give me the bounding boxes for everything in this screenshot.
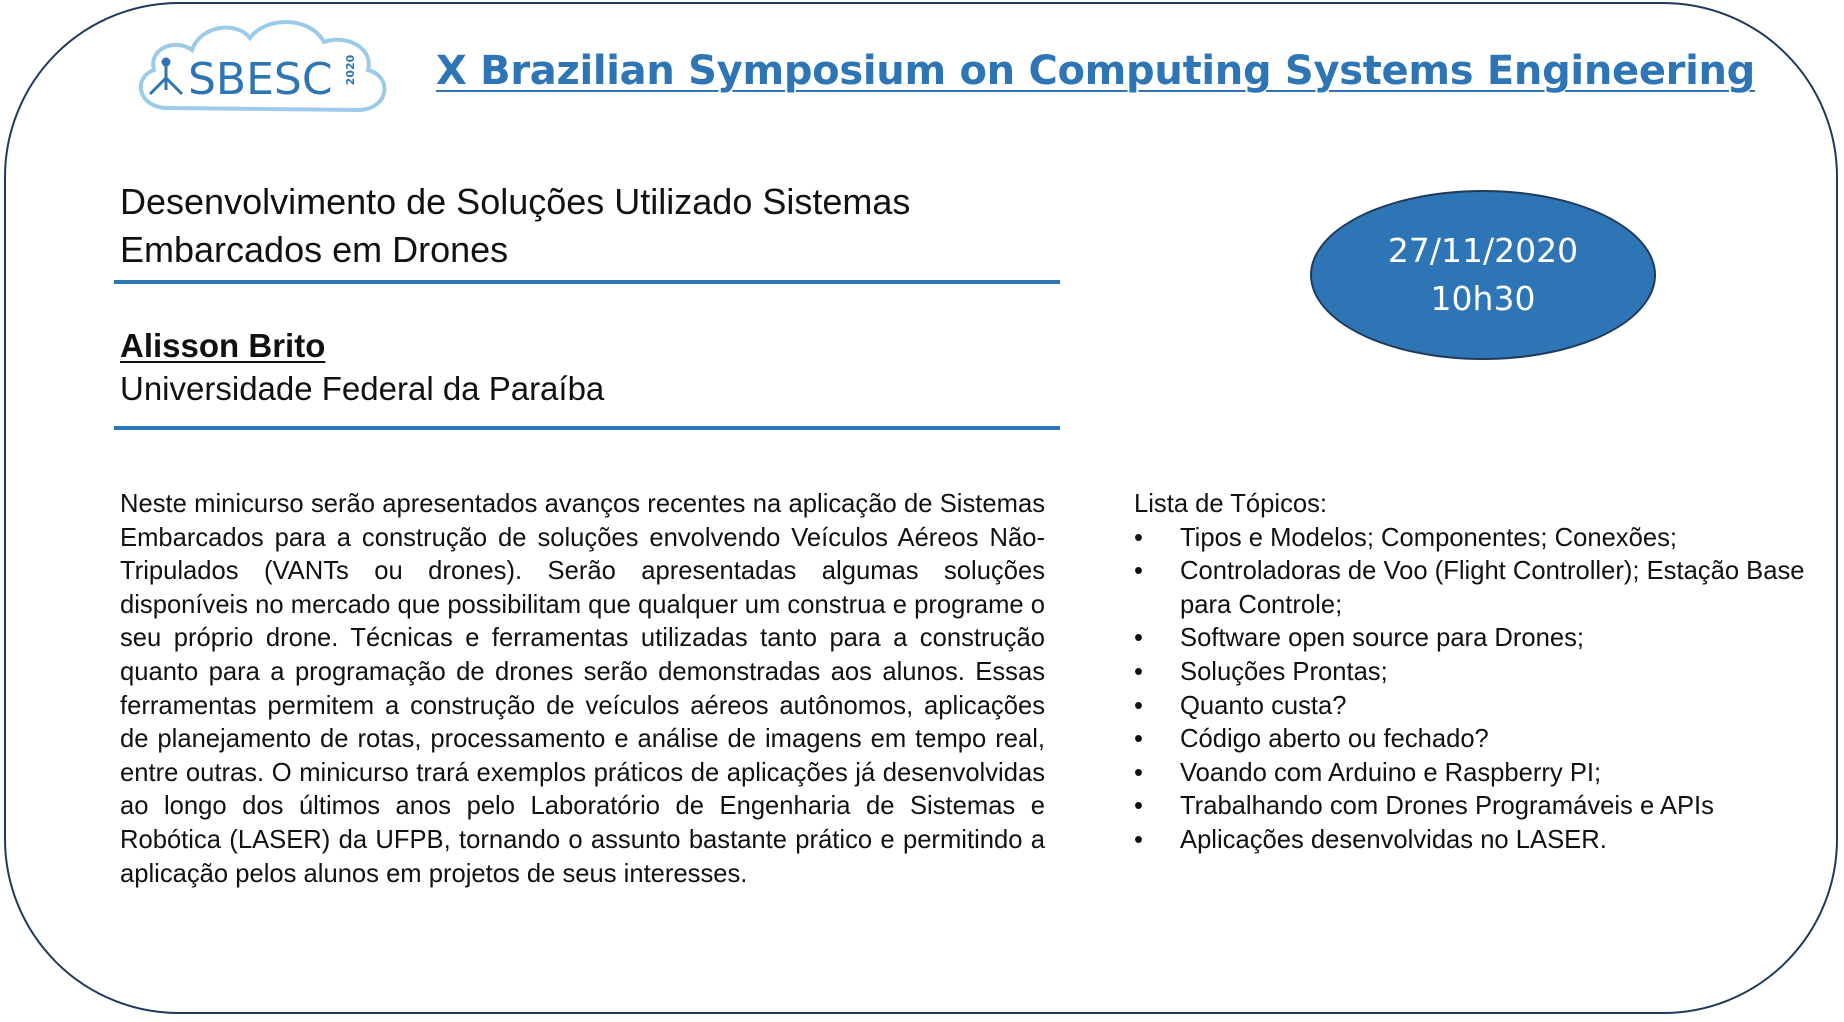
list-item <box>1134 723 1834 757</box>
bullet-icon: • <box>1134 725 1143 754</box>
speaker-affiliation: Universidade Federal da Paraíba <box>120 370 605 407</box>
topic-text: Soluções Prontas; <box>1180 657 1388 686</box>
bullet-icon: • <box>1134 825 1143 854</box>
logo-year: 2020 <box>344 54 357 86</box>
list-item <box>1134 522 1834 556</box>
topic-text: Voando com Arduino e Raspberry PI; <box>1180 758 1602 787</box>
topic-text: Controladoras de Voo (Flight Controller); Estação Base para Controle; <box>1180 557 1805 619</box>
bullet-icon: • <box>1134 624 1143 653</box>
speaker-name: Alisson Brito <box>120 327 326 364</box>
cloud-logo-icon <box>128 8 398 126</box>
list-item <box>1134 790 1834 824</box>
bullet-icon: • <box>1134 691 1143 720</box>
topics-label: Lista de Tópicos: <box>1134 490 1328 518</box>
bullet-icon: • <box>1134 523 1143 552</box>
list-item <box>1134 690 1834 724</box>
abstract-text: Neste minicurso serão apresentados avanços recentes na aplicação de Sistemas Embarcados para a construção de soluções envolvendo Veículos Aéreos Não-Tripulados (VANTs ou drones). Serão apresentadas algumas soluções disponíveis no mercado que possibilitam que qualquer um construa e programe o seu próprio drone. Técnicas e ferramentas utilizadas tanto para a construção quanto para a programação de drones serão demonstradas aos alunos. Essas ferramentas permitem a construção de veículos aéreos autônomos, aplicações de planejamento de rotas, processamento e análise de imagens em tempo real, entre outras. O minicurso trará exemplos práticos de aplicações já desenvolvidas ao longo dos últimos anos pelo Laboratório de Engenharia de Sistemas e Robótica (LASER) da UFPB, tornando o assunto bastante prático e permitindo a aplicação pelos alunos em projetos de seus interesses. <box>120 490 1045 888</box>
topics-list <box>1134 522 1834 858</box>
divider-after-title <box>114 280 1060 284</box>
bullet-icon: • <box>1134 758 1143 787</box>
sbesc-logo <box>128 8 398 126</box>
conference-title: X Brazilian Symposium on Computing Systems Engineering <box>436 48 1756 94</box>
schedule-date: 27/11/2020 <box>1387 231 1579 270</box>
logo-text: SBESC <box>188 54 333 105</box>
schedule-time: 10h30 <box>1430 279 1536 318</box>
list-item <box>1134 622 1834 656</box>
topic-text: Software open source para Drones; <box>1180 624 1585 653</box>
bullet-icon: • <box>1134 792 1143 821</box>
bullet-icon: • <box>1134 557 1143 586</box>
list-item <box>1134 824 1834 858</box>
topic-text: Aplicações desenvolvidas no LASER. <box>1180 825 1607 854</box>
topic-text: Trabalhando com Drones Programáveis e APIs <box>1180 792 1714 821</box>
talk-title: Desenvolvimento de Soluções Utilizado Sistemas Embarcados em Drones <box>120 181 911 270</box>
list-item <box>1134 656 1834 690</box>
bullet-icon: • <box>1134 657 1143 686</box>
topic-text: Tipos e Modelos; Componentes; Conexões; <box>1180 523 1677 552</box>
divider-after-speaker <box>114 426 1060 430</box>
list-item <box>1134 555 1834 622</box>
topic-text: Quanto custa? <box>1180 691 1347 720</box>
topics-section <box>1134 488 1834 858</box>
schedule-badge <box>1310 190 1656 360</box>
topic-text: Código aberto ou fechado? <box>1180 725 1489 754</box>
list-item <box>1134 757 1834 791</box>
